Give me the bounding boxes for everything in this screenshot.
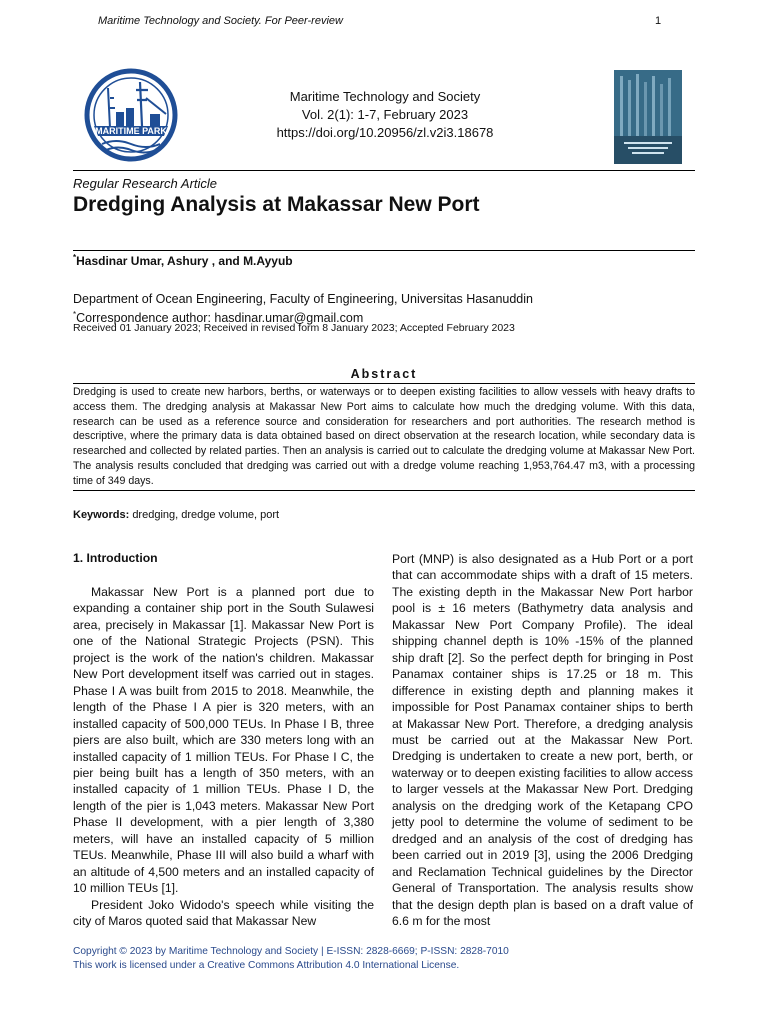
- affiliation: Department of Ocean Engineering, Faculty of Engineering, Universitas Hasanuddin: [73, 292, 533, 306]
- right-column: [392, 551, 693, 929]
- section-heading: 1. Introduction: [73, 551, 158, 565]
- keywords-label: Keywords:: [73, 509, 130, 521]
- journal-info: [190, 88, 580, 142]
- running-head: Maritime Technology and Society. For Peer-review: [98, 15, 343, 27]
- logo-text: MARITIME PARK: [95, 126, 167, 136]
- license-line[interactable]: This work is licensed under a Creative Commons Attribution 4.0 International License.: [73, 960, 460, 971]
- correspondence-mark: *: [73, 310, 77, 319]
- article-type: Regular Research Article: [73, 176, 218, 191]
- page-number: 1: [655, 15, 662, 27]
- received-dates: Received 01 January 2023; Received in revised form 8 January 2023; Accepted February 2023: [73, 322, 515, 334]
- abstract-bottom-rule: [73, 490, 695, 491]
- author-list: [73, 253, 293, 268]
- author-mark: *: [73, 253, 77, 262]
- article-title: Dredging Analysis at Makassar New Port: [73, 193, 480, 216]
- page-footer: [73, 945, 509, 973]
- affiliation-block: [73, 291, 533, 326]
- body-paragraph: Makassar New Port is a planned port due to expanding a container ship port in the South Sulawesi area, precisely in Makassar [1]. Makassar New Port is one of the National Strategic Projects (PSN). This project is the work of the nation's children. Makassar New Port development itself was carried out in stages. Phase I A was built from 2015 to 2018. Meanwhile, the length of the Phase I A pier is 320 meters, with an installed capacity of 500,000 TEUs. In Phase I B, three piers are also built, which are 330 meters long with an installed capacity of 1 million TEUs. For Phase I C, the pier being built has a length of 350 meters, with an installed capacity of 1 million TEUs. Phase I D, the length of the pier is 1,043 meters. Makassar New Port Phase II development, with a pier length of 3,380 meters, will have an installed capacity of 5 million TEUs. Meanwhile, Phase III will also build a wharf with an altitude of 4,500 meters and an installed capacity of 10 million TEUs [1].: [73, 585, 374, 896]
- title-rule: [73, 250, 695, 251]
- copyright-line: Copyright © 2023 by Maritime Technology and Society | E-ISSN: 2828-6669; P-ISSN: 2828-7010: [73, 946, 509, 957]
- journal-name: Maritime Technology and Society: [289, 89, 481, 104]
- abstract-top-rule: [73, 383, 695, 384]
- keywords: [73, 509, 279, 521]
- body-paragraph: President Joko Widodo's speech while visiting the city of Maros quoted said that Makassar New: [73, 897, 374, 929]
- abstract-heading: Abstract: [350, 367, 418, 381]
- left-column: [73, 584, 374, 930]
- abstract-text: Dredging is used to create new harbors, berths, or waterways or to deepen existing facilities to allow vessels with heavy drafts to access them. The dredging analysis at Makassar New Port aims to calculate how much the dredging volume. With this data, research can be used as a reference source and consideration for researchers and port authorities. The research method is descriptive, where the primary data is data obtained based on direct observation at the research location, while secondary data is researched and collected by related parties. Then an analysis is carried out to calculate the dredging volume at Makassar New Port. The analysis results concluded that dredging was carried out with a dredge volume reaching 1,953,764.47 m3, with a processing time of 349 days.: [73, 386, 695, 487]
- journal-logo: [80, 68, 182, 162]
- body-paragraph: Port (MNP) is also designated as a Hub Port or a port that can accommodate ships with a draft of 15 meters. The existing depth in the Makassar New Port harbor pool is ± 16 meters (Bathymetry data analysis and Makassar New Port Company Profile). The ideal shipping channel depth is 10% -15% of the planned ship draft [2]. So the perfect depth for bringing in Post Panamax container ships is 17.25 or 18 m. This difference in existing depth and planning makes it impossible for Post Panamax container ships to berth at Makassar New Port. Therefore, a dredging analysis must be carried out at the Makassar New Port. Dredging is undertaken to create a new port, berth, or waterway or to deepen existing facilities to allow access to larger vessels at the Makassar New Port. Dredging analysis on the dredging work of the Ketapang CPO jetty pool to determine the volume of sediment to be dredged and an analysis of the cost of dredging has been carried out in 2019 [3], using the 2006 Dredging and Reclamation Technical guidelines by the Director General of Transportation. The analysis results show that the design depth plan is based on a draft value of 6.6 m for the most: [392, 552, 693, 928]
- header-rule: [73, 170, 695, 171]
- journal-volume: Vol. 2(1): 1-7, February 2023: [301, 107, 469, 122]
- correspondence-text[interactable]: Correspondence author: hasdinar.umar@gmail.com: [76, 311, 364, 326]
- authors: Hasdinar Umar, Ashury , and M.Ayyub: [76, 254, 293, 268]
- journal-cover-image: [614, 70, 682, 164]
- journal-doi[interactable]: https://doi.org/10.20956/zl.v2i3.18678: [276, 125, 494, 140]
- keywords-text: dredging, dredge volume, port: [132, 509, 280, 521]
